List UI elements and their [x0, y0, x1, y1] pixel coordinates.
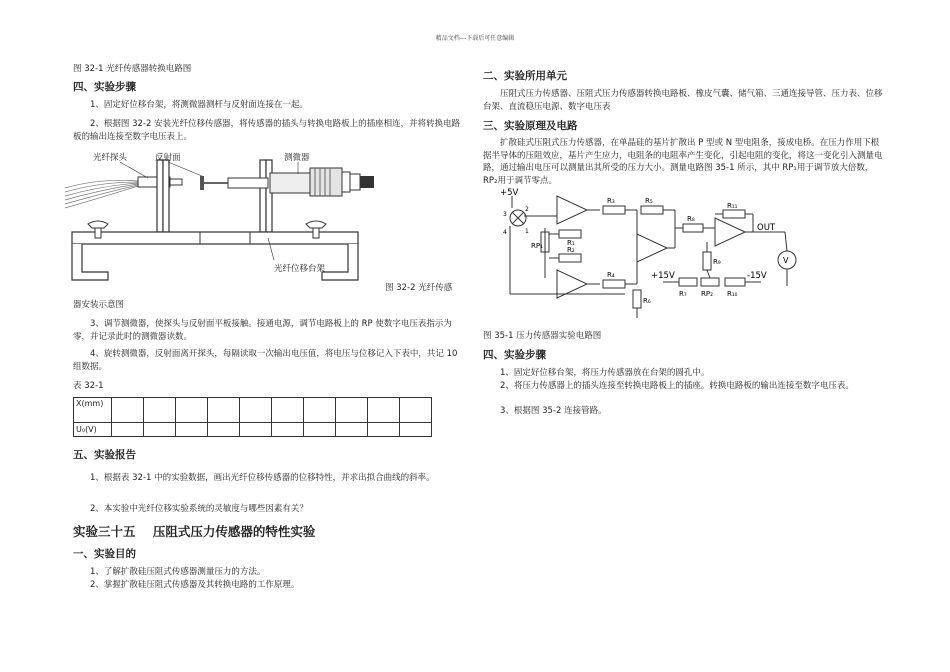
resistor-r10	[725, 278, 745, 286]
table-cell[interactable]	[176, 423, 208, 437]
label-voltmeter: V	[783, 256, 789, 265]
potentiometer-rp2	[701, 278, 719, 286]
resistor-r11	[723, 210, 745, 218]
resistor-r4	[603, 280, 625, 288]
label-r9: R₉	[713, 258, 721, 266]
node-3: 3	[503, 211, 507, 218]
page-header: 精品文档---下载后可任意编辑	[435, 35, 515, 42]
label-r2: R₂	[567, 246, 575, 254]
table-cell[interactable]	[272, 398, 304, 423]
table-cell[interactable]	[336, 398, 368, 423]
table-cell[interactable]	[272, 423, 304, 437]
label-r5: R₅	[645, 197, 653, 205]
label-r10: R₁₀	[727, 290, 738, 298]
fiber-bundle	[65, 180, 138, 208]
report-2-text: 2、本实验中光纤位移实验系统的灵敏度与哪些因素有关？	[90, 504, 308, 514]
table-cell[interactable]	[304, 423, 336, 437]
table-cell[interactable]	[240, 398, 272, 423]
section-5-title: 五、实验报告	[73, 449, 136, 461]
label-r6: R₆	[643, 297, 651, 305]
section-2-title: 二、实验所用单元	[483, 70, 567, 82]
table-header-u0: U₀(V)	[74, 423, 112, 437]
table-cell[interactable]	[112, 398, 144, 423]
fiber-sensor-apparatus-figure	[60, 148, 460, 298]
pressure-step-1-text: 1、固定好位移台架，将压力传感器放在台架的圆孔中。	[500, 368, 710, 378]
label-r1: R₁	[567, 239, 575, 247]
data-table-32-1	[73, 397, 432, 437]
aim-2-text: 2、掌握扩散硅压阻式传感器及其转换电路的工作原理。	[90, 580, 300, 590]
aim-1-text: 1、了解扩散硅压阻式传感器测量压力的方法。	[90, 567, 266, 577]
table-cell[interactable]	[144, 398, 176, 423]
table-cell[interactable]	[400, 398, 432, 423]
resistor-r9	[703, 252, 711, 270]
label-micrometer: 测微器	[284, 153, 310, 163]
op-amp-3	[637, 234, 667, 262]
table-header-x: X(mm)	[74, 398, 112, 423]
section-3-title: 三、实验原理及电路	[483, 120, 578, 132]
label-minus15: -15V	[747, 271, 767, 281]
step-3-text: 3、调节测微器，使探头与反射面平板接触。接通电源，调节电路板上的 RP 使数字电压表指示为零，并记录此时的测微器读数。	[73, 319, 452, 342]
probe-post	[157, 160, 163, 232]
figure-32-1-caption: 图 32-1 光纤传感器转换电路图	[73, 64, 192, 74]
label-r4: R₄	[607, 271, 615, 279]
label-out: OUT	[757, 223, 776, 233]
table-cell[interactable]	[368, 398, 400, 423]
label-r3: R₃	[607, 197, 615, 205]
section-4-title-right: 四、实验步骤	[483, 349, 546, 361]
node-1: 1	[525, 228, 529, 235]
figure-32-2-caption-b: 器安装示意图	[73, 300, 125, 310]
experiment-35-title: 实验三十五 压阻式压力传感器的特性实验	[73, 524, 316, 539]
step-1-text: 1、固定好位移台架，将测微器测杆与反射面连接在一起。	[90, 100, 308, 110]
label-rp1: RP₁	[531, 242, 543, 250]
report-1-text: 1、根据表 32-1 中的实验数据，画出光纤位移传感器的位移特性，并求出拟合曲线的斜率。	[90, 473, 435, 483]
table-cell[interactable]	[400, 423, 432, 437]
figure-35-1-caption: 图 35-1 压力传感器实验电路图	[483, 331, 602, 341]
pressure-sensor-circuit	[495, 186, 815, 320]
label-r8: R₈	[687, 215, 695, 223]
op-amp-4	[715, 218, 745, 246]
label-vcc: +5V	[500, 188, 519, 198]
node-2: 2	[525, 206, 529, 213]
table-cell[interactable]	[112, 423, 144, 437]
step-4-text: 4、旋转测微器，反射面离开探头，每隔读取一次输出电压值，将电压与位移记入下表中，共记 10 组数据。	[73, 349, 458, 372]
section-4-title: 四、实验步骤	[73, 81, 136, 93]
table-cell[interactable]	[304, 398, 336, 423]
label-plus15: +15V	[651, 271, 675, 281]
micrometer-post	[260, 160, 266, 232]
table-cell[interactable]	[368, 423, 400, 437]
units-text: 压阻式压力传感器、压阻式压力传感器转换电路板、橡皮气囊、储气箱、三通连接导管、压力表、位移台架、直流稳压电源、数字电压表	[483, 89, 883, 112]
label-reflector: 反射面	[155, 153, 181, 163]
principle-text: 扩散硅式压阻式压力传感器，在单晶硅的基片扩散出 P 型或 N 型电阻条，接成电桥。在压力作用下根据半导体的压阻效应，基片产生应力，电阻条的电阻率产生变化，引起电阻的变化，将这一变化引入测量电路，通过输出电压可以测量出其所受的压力大小。测量电路图 35-1 所示，其中 RP₁用于调节放大倍数，RP₂用于调节零点。	[483, 138, 883, 186]
table-cell[interactable]	[336, 423, 368, 437]
table-cell[interactable]	[208, 423, 240, 437]
table-cell[interactable]	[144, 423, 176, 437]
table-cell[interactable]	[208, 398, 240, 423]
pressure-step-2-text: 2、将压力传感器上的插头连接至转换电路板上的插座。转换电路板的输出连接至数字电压表。	[500, 381, 854, 391]
table-row	[74, 423, 432, 437]
step-2-text: 2、根据图 32-2 安装光纤位移传感器，将传感器的插头与转换电路板上的插座相连，并将转换电路板的输出连接至数字电压表上。	[73, 119, 461, 142]
micrometer-body	[270, 173, 310, 193]
table-row	[74, 398, 432, 423]
label-rp2: RP₂	[701, 290, 713, 298]
figure-32-2-caption-a: 图 32-2 光纤传感	[385, 283, 453, 293]
label-r11: R₁₁	[727, 202, 738, 210]
resistor-r7	[679, 278, 697, 286]
node-4: 4	[503, 229, 507, 236]
table-cell[interactable]	[176, 398, 208, 423]
label-fiber-probe: 光纤探头	[93, 153, 128, 163]
resistor-r3	[603, 206, 625, 214]
label-r7: R₇	[679, 290, 687, 298]
op-amp-1	[557, 196, 587, 224]
label-stage: 光纤位移台架	[274, 264, 326, 274]
resistor-r5	[641, 206, 663, 214]
section-1-title: 一、实验目的	[73, 548, 136, 560]
resistor-r2	[559, 254, 581, 262]
table-32-1-caption: 表 32-1	[73, 381, 104, 391]
resistor-r6	[633, 290, 641, 308]
reflector-plate	[200, 176, 204, 190]
resistor-r8	[683, 224, 703, 232]
table-cell[interactable]	[240, 423, 272, 437]
pressure-step-3-text: 3、根据图 35-2 连接管路。	[500, 406, 607, 416]
resistor-r1	[559, 230, 581, 238]
